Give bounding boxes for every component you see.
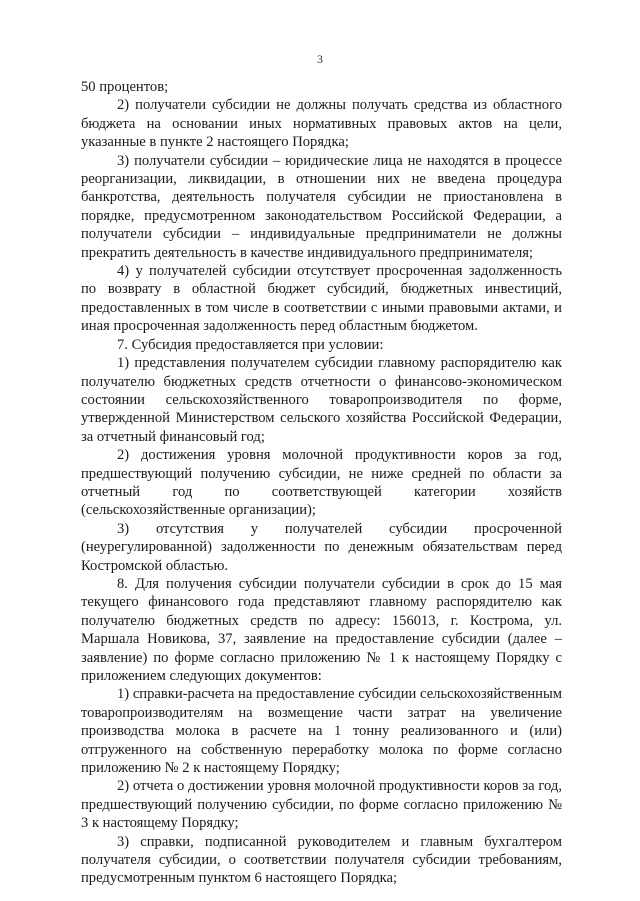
paragraph-document-1: 1) справки-расчета на предоставление субсидии сельскохозяйственным товаропроизводителям на возмещение части затрат на увеличение производства молока в расчете на 1 тонну реализованного и (или) отгруженного на собственную переработку молока по форме согласно приложению № 2 к настоящему Порядку; bbox=[81, 686, 562, 777]
page-number: 3 bbox=[317, 52, 323, 66]
document-body bbox=[81, 78, 562, 888]
paragraph-document-2: 2) отчета о достижении уровня молочной продуктивности коров за год, предшествующий получению субсидии, по форме согласно приложению № 3 к настоящему Порядку; bbox=[81, 778, 562, 832]
paragraph-condition-1: 1) представления получателем субсидии главному распорядителю как получателю бюджетных средств отчетности о финансово-экономическом состоянии сельскохозяйственного товаропроизводителя по форме, утвержденной Министерством сельского хозяйства Российской Федерации, за отчетный финансовый год; bbox=[81, 355, 562, 445]
paragraph-section-7: 7. Субсидия предоставляется при условии: bbox=[117, 336, 384, 353]
paragraph-document-3: 3) справки, подписанной руководителем и главным бухгалтером получателя субсидии, о соответствии получателя субсидии требованиям, предусмотренным пунктом 6 настоящего Порядка; bbox=[81, 833, 562, 887]
paragraph-condition-2: 2) достижения уровня молочной продуктивности коров за год, предшествующий получению субсидии, не ниже средней по области за отчетный год по соответствующей категории хозяйств (сельскохозяйственные организации); bbox=[81, 447, 562, 519]
paragraph-condition-3: 3) отсутствия у получателей субсидии просроченной (неурегулированной) задолженности по денежным обязательствам перед Костромской областью. bbox=[81, 520, 562, 574]
paragraph-item-4: 4) у получателей субсидии отсутствует просроченная задолженность по возврату в областной бюджет субсидий, бюджетных инвестиций, предоставленных в том числе в соответствии с иными правовыми актами, и иная просроченная задолженность перед областным бюджетом. bbox=[81, 263, 562, 335]
paragraph-item-2: 2) получатели субсидии не должны получать средства из областного бюджета на основании иных нормативных правовых актов на цели, указанные в пункте 2 настоящего Порядка; bbox=[81, 97, 562, 151]
paragraph-continuation: 50 процентов; bbox=[81, 79, 169, 95]
paragraph-section-8: 8. Для получения субсидии получатели субсидии в срок до 15 мая текущего финансового года представляют главному распорядителю как получателю бюджетных средств по адресу: 156013, г. Кострома, ул. Маршала Новикова, 37, заявление на предоставление субсидии (далее – заявление) по форме согласно приложению № 1 к настоящему Порядку с приложением следующих документов: bbox=[81, 575, 562, 684]
paragraph-item-3: 3) получатели субсидии – юридические лица не находятся в процессе реорганизации, ликвидации, в отношении них не введена процедура банкротства, деятельность получателя субсидии не приостановлена в порядке, предусмотренном законодательством Российской Федерации, а получатели субсидии – индивидуальные предприниматели не должны прекратить деятельность в качестве индивидуального предпринимателя; bbox=[81, 152, 562, 261]
